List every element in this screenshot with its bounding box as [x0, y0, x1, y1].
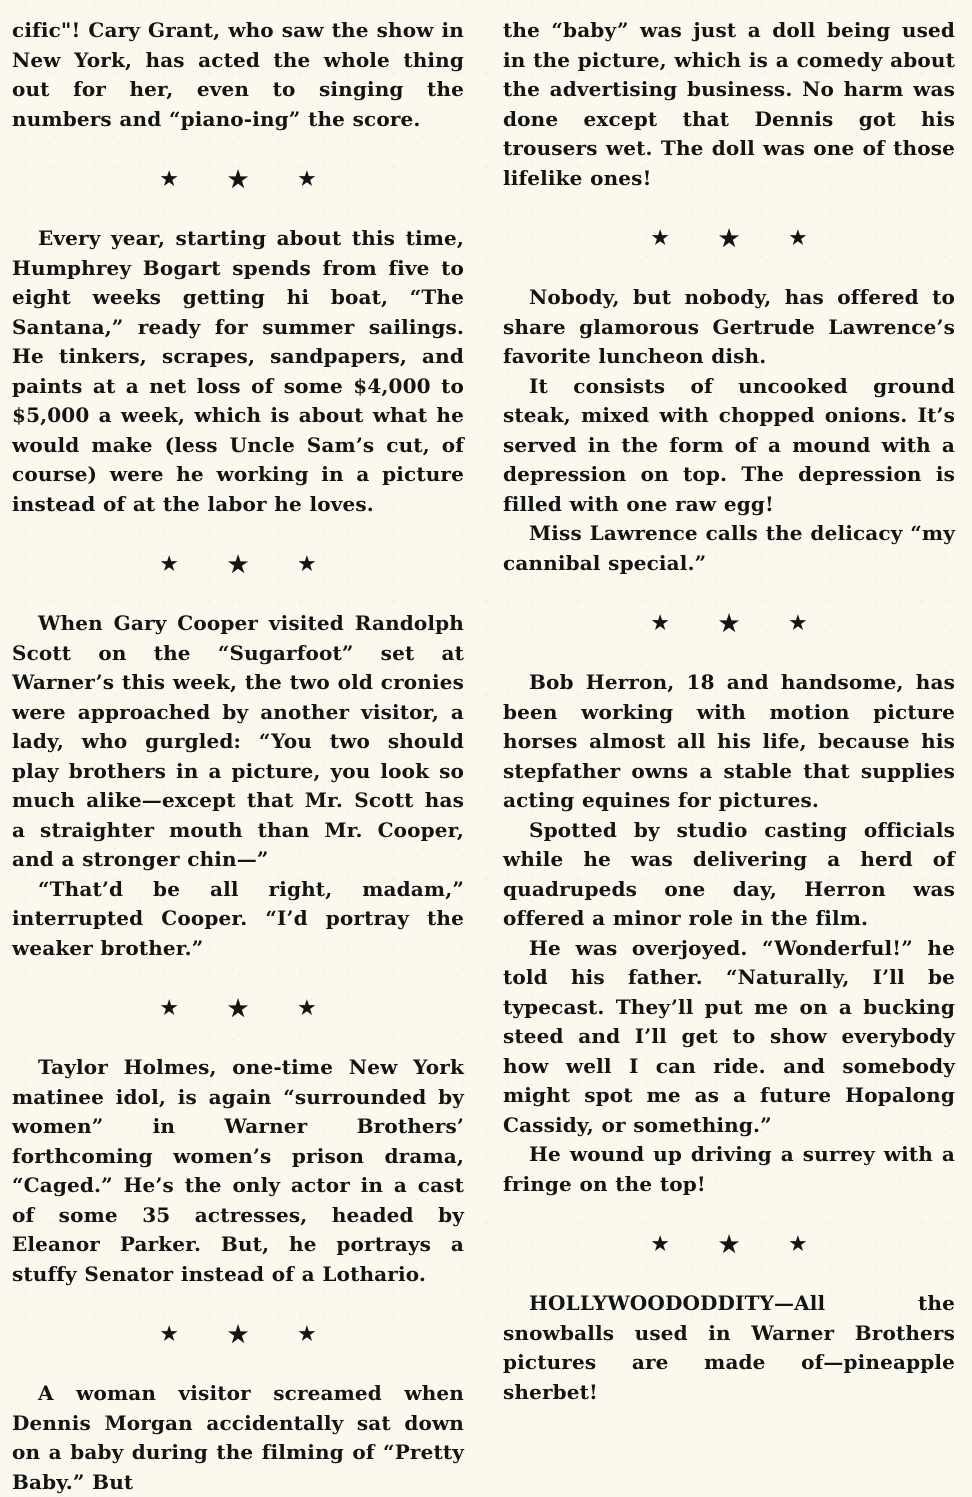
article-paragraph: Spotted by studio casting officials while he was delivering a herd of quadrupeds one day, Herron was offered a minor role in the film.: [503, 817, 955, 930]
star-icon: ★: [651, 1232, 669, 1255]
article-paragraph: cific"! Cary Grant, who saw the show in New York, has acted the whole thing out for her, even to singing the numbers and “piano-ing” the score.: [12, 18, 464, 131]
star-icon: ★: [789, 1232, 807, 1255]
star-icon: ★: [227, 165, 249, 193]
star-icon: ★: [298, 167, 316, 190]
star-separator: [12, 134, 464, 224]
star-icon: ★: [227, 1320, 249, 1348]
article-paragraph: the “baby” was just a doll being used in the picture, which is a comedy about the advertising business. No harm was done except that Dennis got his trousers wet. The doll was one of those lifelike ones!: [503, 18, 955, 190]
star-icon: ★: [789, 226, 807, 249]
article-paragraph: Taylor Holmes, one-time New York matinee idol, is again “surrounded by women” in Warner Brothers’ forthcoming women’s prison drama, “Caged.” He’s the only actor in a cast of some 35 actresses, headed by Eleanor Parker. But, he portrays a stuffy Senator instead of a Lothario.: [12, 1055, 464, 1286]
star-icon: ★: [651, 226, 669, 249]
star-separator: [503, 1199, 955, 1289]
article-paragraph: Miss Lawrence calls the delicacy “my cannibal special.”: [503, 521, 955, 575]
article-paragraph: “That’d be all right, madam,” interrupted Cooper. “I’d portray the weaker brother.”: [12, 876, 464, 960]
article-paragraph: Every year, starting about this time, Humphrey Bogart spends from five to eight weeks getting hi boat, “The Santana,” ready for summer sailings. He tinkers, scrapes, sandpapers, and paints at a net loss of some $4,000 to $5,000 a week, which is about what he would make (less Uncle Sam’s cut, of course) were he working in a picture instead of at the labor he loves.: [12, 226, 464, 516]
star-icon: ★: [160, 996, 178, 1019]
article-paragraph: He was overjoyed. “Wonderful!” he told his father. “Naturally, I’ll be typecast. They’ll put me on a bucking steed and I’ll get to show everybody how well I can ride. and somebody might spot me as a future Hopalong Cassidy, or something.”: [503, 935, 955, 1137]
article-paragraph: A woman visitor screamed when Dennis Morgan accidentally sat down on a baby during the filming of “Pretty Baby.” But: [12, 1381, 464, 1494]
star-separator: [12, 519, 464, 609]
star-icon: ★: [160, 167, 178, 190]
article-paragraph: HOLLYWOODODDITY—All the snowballs used in Warner Brothers pictures are made of—pineapple sherbet!: [503, 1291, 955, 1404]
article-paragraph: It consists of uncooked ground steak, mixed with chopped onions. It’s served in the form of a mound with a depression on top. The depression is filled with one raw egg!: [503, 373, 955, 516]
star-icon: ★: [160, 552, 178, 575]
right-column: [503, 16, 955, 1407]
star-icon: ★: [298, 552, 316, 575]
star-icon: ★: [718, 609, 740, 637]
star-icon: ★: [160, 1322, 178, 1345]
star-icon: ★: [651, 611, 669, 634]
star-icon: ★: [789, 611, 807, 634]
star-separator: [503, 578, 955, 668]
left-column: [12, 16, 464, 1497]
article-paragraph: Nobody, but nobody, has offered to share glamorous Gertrude Lawrence’s favorite luncheon dish.: [503, 285, 955, 368]
article-paragraph: When Gary Cooper visited Randolph Scott on the “Sugarfoot” set at Warner’s this week, the two old cronies were approached by another visitor, a lady, who gurgled: “You two should play brothers in a picture, you look so much alike—except that Mr. Scott has a straighter mouth than Mr. Cooper, and a stronger chin—”: [12, 611, 464, 871]
star-icon: ★: [227, 994, 249, 1022]
star-icon: ★: [298, 996, 316, 1019]
star-icon: ★: [718, 1230, 740, 1258]
star-icon: ★: [718, 224, 740, 252]
star-separator: [12, 1289, 464, 1379]
star-icon: ★: [298, 1322, 316, 1345]
article-paragraph: Bob Herron, 18 and handsome, has been working with motion picture horses almost all his life, because his stepfather owns a stable that supplies acting equines for pictures.: [503, 670, 955, 812]
star-separator: [12, 963, 464, 1053]
star-icon: ★: [227, 550, 249, 578]
article-paragraph: He wound up driving a surrey with a fringe on the top!: [503, 1142, 955, 1196]
star-separator: [503, 193, 955, 283]
